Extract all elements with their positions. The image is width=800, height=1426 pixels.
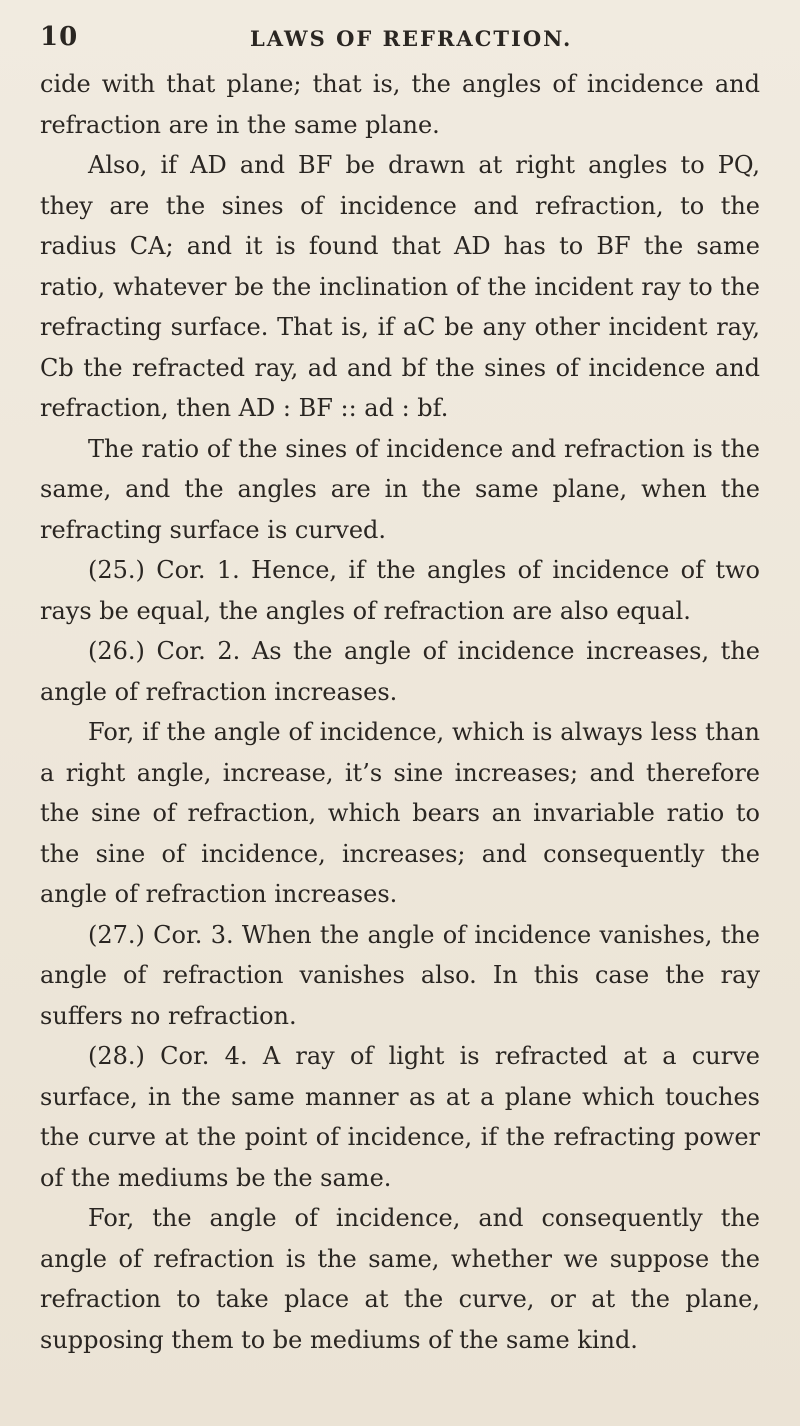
body-text [40, 64, 760, 1360]
paragraph-cor-4: (28.) Cor. 4. A ray of light is refracted at a curve surface, in the same manner as at a plane which touches the curve at the point of incidence, if the refracting power of the mediums be the same. [40, 1042, 760, 1192]
paragraph-sines-ratio: Also, if AD and BF be drawn at right angles to PQ, they are the sines of incidence and refraction, to the radius CA; and it is found that AD has to BF the same ratio, whatever be the inclination of the incident ray to the refracting surface. That is, if aC be any other incident ray, Cb the refracted ray, ad and bf the sines of incidence and refraction, then AD : BF :: ad : bf. [40, 151, 760, 422]
paragraph-cor-2: (26.) Cor. 2. As the angle of incidence increases, the angle of refraction increases. [40, 637, 760, 706]
paragraph-cor-4-proof: For, the angle of incidence, and consequently the angle of refraction is the same, whether we suppose the refraction to take place at the curve, or at the plane, supposing them to be mediums of the same kind. [40, 1204, 760, 1354]
paragraph-cor-2-proof: For, if the angle of incidence, which is always less than a right angle, increase, it’s sine increases; and therefore the sine of refraction, which bears an invariable ratio to the sine of incidence, increases; and consequently the angle of refraction increases. [40, 718, 760, 908]
page-number: 10 [40, 22, 79, 52]
running-head: LAWS OF REFRACTION. [250, 26, 573, 51]
page-header [40, 22, 760, 62]
paragraph-cor-3: (27.) Cor. 3. When the angle of incidence vanishes, the angle of refraction vanishes also. In this case the ray suffers no refraction. [40, 920, 760, 1030]
paragraph-continuation: cide with that plane; that is, the angles of incidence and refraction are in the same plane. [40, 70, 760, 139]
paragraph-cor-1: (25.) Cor. 1. Hence, if the angles of incidence of two rays be equal, the angles of refraction are also equal. [40, 556, 760, 625]
paragraph-curved-surface: The ratio of the sines of incidence and refraction is the same, and the angles are in the same plane, when the refracting surface is curved. [40, 434, 760, 544]
